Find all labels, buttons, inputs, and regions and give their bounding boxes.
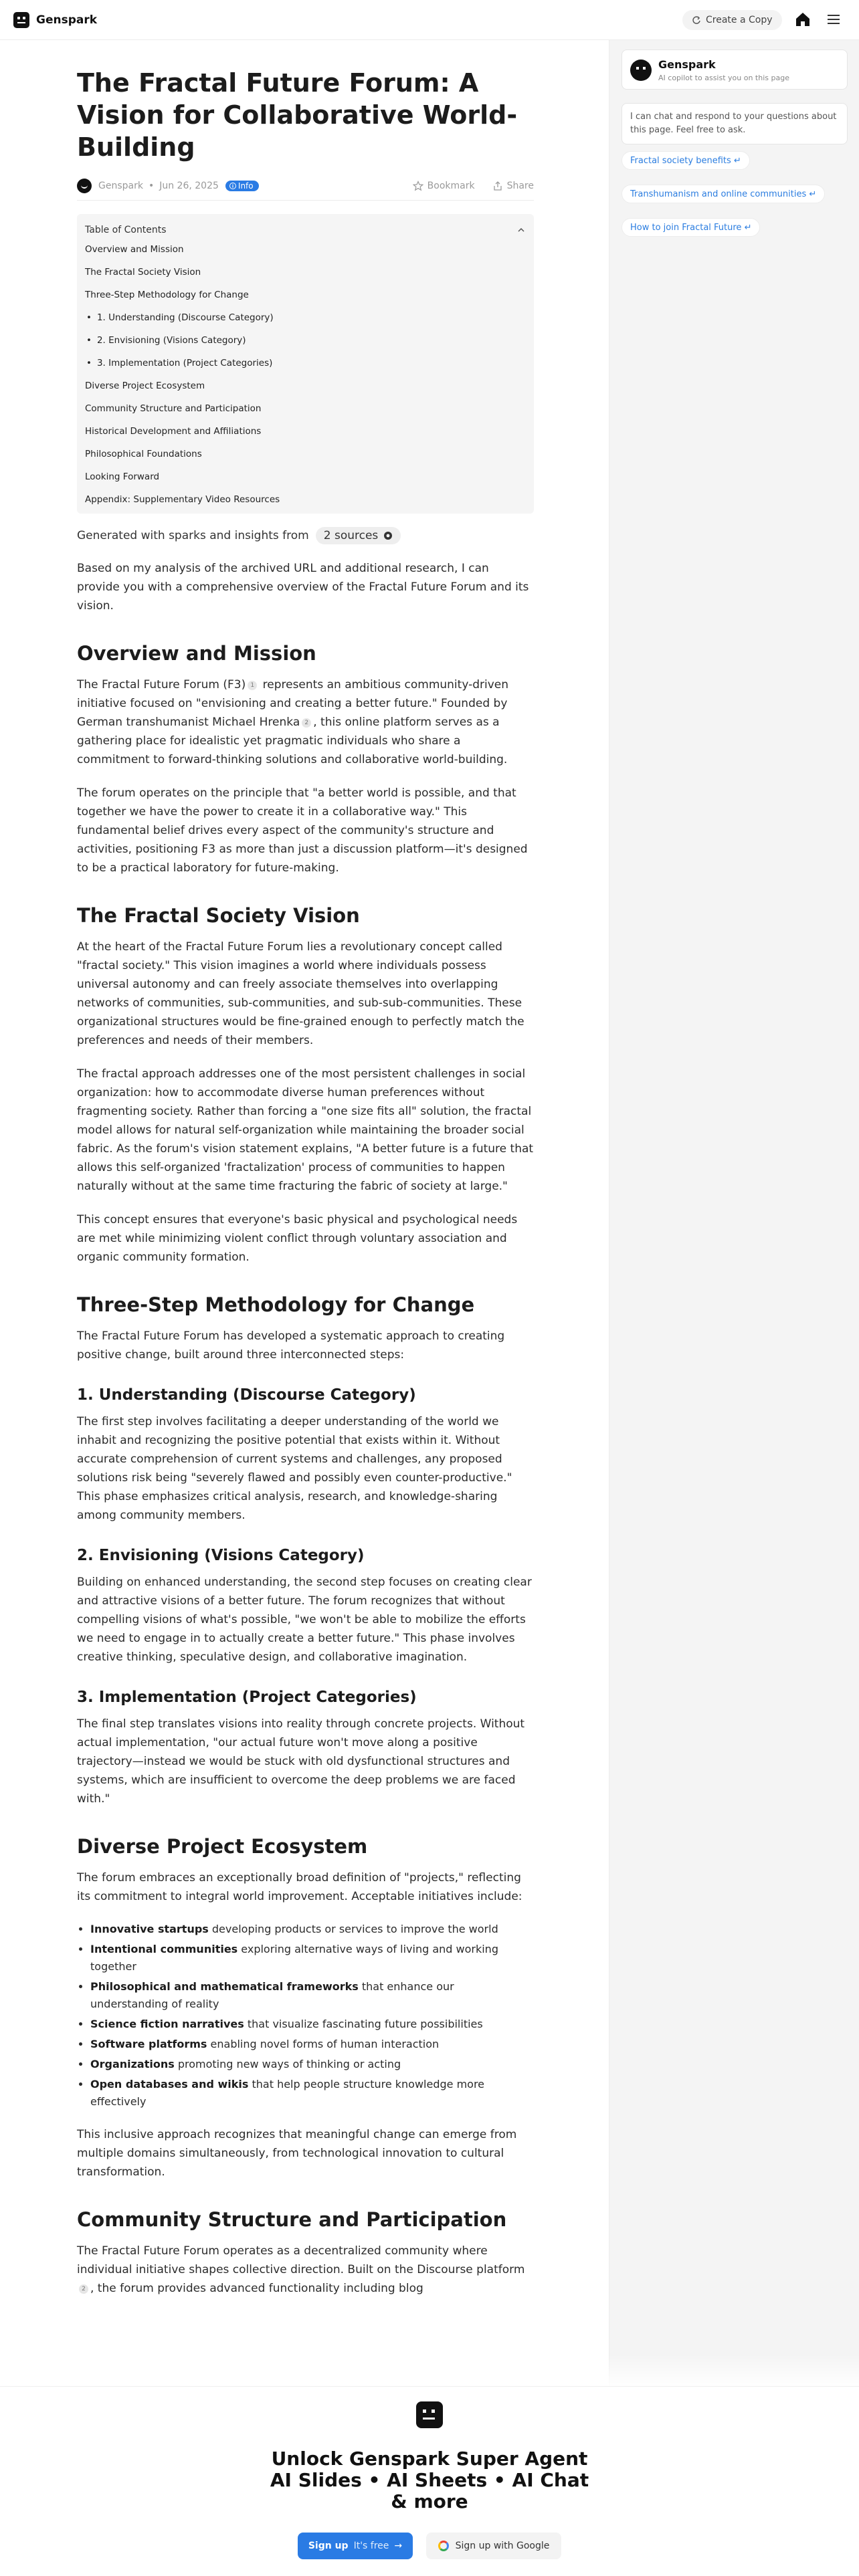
toc-item[interactable]: Looking Forward (85, 471, 160, 482)
citation-marker[interactable]: 1 (248, 681, 257, 690)
signup-button[interactable] (298, 2533, 413, 2559)
toc-item[interactable]: Historical Development and Affiliations (85, 426, 262, 437)
paragraph (77, 675, 534, 769)
google-signup-button[interactable] (426, 2533, 561, 2559)
sources-pill[interactable] (316, 527, 401, 544)
sources-prefix: Generated with sparks and insights from (77, 529, 309, 542)
text-span: The Fractal Future Forum (F3) (77, 678, 246, 691)
toc-item[interactable]: Appendix: Supplementary Video Resources (85, 494, 280, 505)
intro-paragraph: Based on my analysis of the archived URL and additional research, I can provide you with a comprehensive overview of the Fractal Future Forum and its vision. (77, 562, 529, 613)
table-of-contents (77, 214, 534, 514)
publish-date: Jun 26, 2025 (159, 180, 219, 191)
toc-item[interactable]: Diverse Project Ecosystem (85, 381, 205, 391)
list-item (90, 1921, 534, 1938)
list-item (90, 2076, 534, 2111)
paragraph: The forum operates on the principle that "a better world is possible, and that together we have the power to create it in a collaborative way." This fundamental belief drives every aspect of the community's structure and activities, positioning F3 as more than just a discussion platform—it's designed to be a practical laboratory for future-making. (77, 786, 528, 875)
sources-line (77, 527, 534, 544)
brand[interactable] (13, 12, 97, 28)
text-span: represents an ambitious community-driven initiative focused on "envisioning and creating a better future." Founded by German transhumanist Michael Hrenka (77, 678, 509, 729)
list-item-text: exploring alternative ways of living and working together (90, 1943, 498, 1973)
paragraph: The first step involves facilitating a deeper understanding of the world we inhabit and recognizing the positive potential that exists within it. Without accurate comprehension of current systems and challenges, any proposed solutions risk being "severely flawed and possibly even counter-productive." This phase emphasizes critical analysis, research, and knowledge-sharing among community members. (77, 1415, 512, 1522)
paragraph: Building on enhanced understanding, the second step focuses on creating clear and attractive visions of a better future. The forum recognizes that without compelling visions of what's possible, "we won't be able to mobilize the efforts we need to engage in to actually create a better future." This phase involves creative thinking, speculative design, and collaborative imagination. (77, 1576, 532, 1664)
suggestion-label: Fractal society benefits (630, 156, 731, 166)
toc-item[interactable]: • 3. Implementation (Project Categories) (85, 352, 526, 374)
list-item (90, 1941, 534, 1975)
suggestion-chip[interactable] (622, 185, 825, 203)
paragraph (77, 2242, 534, 2298)
list-item-term: Intentional communities (90, 1943, 238, 1955)
star-icon (413, 181, 423, 191)
list-item-text: promoting new ways of thinking or acting (174, 2058, 401, 2070)
section-heading-projects: Diverse Project Ecosystem (77, 1835, 368, 1858)
toc-header[interactable] (85, 222, 526, 238)
signup-free-label: It's free (353, 2541, 389, 2551)
share-button[interactable] (492, 181, 534, 191)
list-item-term: Innovative startups (90, 1923, 209, 1935)
list-item-text: developing products or services to improve the world (208, 1923, 498, 1935)
section-heading-community: Community Structure and Participation (77, 2208, 507, 2231)
share-label: Share (506, 180, 534, 191)
list-item-text: that visualize fascinating future possibilities (244, 2018, 483, 2030)
list-item-text: that enhance our understanding of reality (90, 1980, 454, 2010)
toc-title: Table of Contents (85, 225, 167, 235)
signup-overlay (0, 2386, 859, 2576)
bookmark-label: Bookmark (427, 180, 475, 191)
agent-name: Genspark (658, 58, 716, 71)
suggestion-chip[interactable] (622, 151, 750, 170)
menu-icon[interactable] (826, 12, 841, 27)
create-copy-label: Create a Copy (706, 15, 773, 25)
agent-message: I can chat and respond to your questions about this page. Feel free to ask. (622, 103, 848, 144)
subheading-understanding: 1. Understanding (Discourse Category) (77, 1386, 416, 1404)
enter-icon: ↵ (744, 223, 752, 233)
enter-icon: ↵ (733, 156, 741, 166)
cta-title: Unlock Genspark Super Agent AI Slides • AI Sheets • AI Chat & more (270, 2448, 589, 2512)
toc-item[interactable]: Three-Step Methodology for Change (85, 290, 249, 300)
paragraph: The fractal approach addresses one of the most persistent challenges in social organization: how to accommodate diverse human preferences without fragmenting society. Rather than forcing a "one size fits all" solution, the fractal model allows for natural self-organization while maintaining the broader social fabric. As the forum's vision statement explains, "A better future is a future that allows this self-organized 'fractalization' process of communities to happen naturally without at the same time fracturing the fabric of society at large." (77, 1067, 534, 1193)
copilot-panel (609, 40, 859, 2576)
brand-name: Genspark (36, 13, 98, 27)
toc-item[interactable]: • 2. Envisioning (Visions Category) (85, 329, 526, 352)
list-item-term: Organizations (90, 2058, 175, 2070)
create-copy-button[interactable] (682, 10, 782, 30)
list-item (90, 2036, 534, 2053)
chevron-up-icon[interactable] (516, 225, 526, 235)
arrow-right-icon: → (394, 2541, 403, 2551)
subheading-implementation: 3. Implementation (Project Categories) (77, 1689, 417, 1706)
author-avatar (77, 179, 92, 193)
signup-label: Sign up (308, 2541, 349, 2551)
subheading-envisioning: 2. Envisioning (Visions Category) (77, 1547, 365, 1564)
project-list (77, 1921, 534, 2111)
toc-item[interactable]: • 1. Understanding (Discourse Category) (85, 306, 526, 329)
page-title: The Fractal Future Forum: A Vision for Collaborative World-Building (77, 68, 518, 162)
home-icon[interactable] (794, 11, 812, 28)
list-item-term: Software platforms (90, 2038, 207, 2050)
article-meta (77, 179, 534, 201)
list-item (90, 1978, 534, 2013)
google-signup-label: Sign up with Google (455, 2541, 550, 2551)
info-icon (229, 183, 236, 189)
copy-refresh-icon (692, 15, 701, 25)
text-span: , the forum provides advanced functionality including blog (90, 2282, 423, 2295)
list-item (90, 2056, 534, 2073)
section-heading-methodology: Three-Step Methodology for Change (77, 1293, 475, 1316)
text-span: The Fractal Future Forum operates as a decentralized community where individual initiative shapes collective direction. Built on the Discourse platform (77, 2244, 525, 2276)
text-span: , this online platform serves as a gathering place for idealistic yet pragmatic individuals who share a commitment to forward-thinking solutions and collaborative world-building. (77, 716, 508, 766)
citation-marker[interactable]: 2 (302, 718, 311, 728)
author-name: Genspark (98, 180, 143, 191)
enter-icon: ↵ (809, 189, 817, 199)
list-item-text: enabling novel forms of human interaction (207, 2038, 440, 2050)
suggestion-chip[interactable] (622, 218, 760, 237)
article (77, 40, 534, 2313)
suggestion-label: How to join Fractal Future (630, 223, 742, 233)
suggestion-label: Transhumanism and online communities (630, 189, 807, 199)
google-icon (438, 2541, 449, 2551)
meta-separator: • (148, 180, 155, 191)
sources-count: 2 sources (323, 529, 379, 542)
paragraph: At the heart of the Fractal Future Forum lies a revolutionary concept called "fractal society." This vision imagines a world where individuals possess universal autonomy and can freely associate themselves into overlapping networks of communities, sub-communities, and sub-sub-communities. These organizational structures would be fine-grained enough to perfectly match the preferences and needs of their members. (77, 940, 524, 1047)
paragraph: The Fractal Future Forum has developed a systematic approach to creating positive change, built around three interconnected steps: (77, 1329, 505, 1362)
paragraph: This inclusive approach recognizes that meaningful change can emerge from multiple domains simultaneously, from technological innovation to cultural transformation. (77, 2128, 517, 2179)
list-item-term: Science fiction narratives (90, 2018, 244, 2030)
paragraph: The forum embraces an exceptionally broad definition of "projects," reflecting its commitment to integral world improvement. Acceptable initiatives include: (77, 1871, 522, 1903)
sources-icon (383, 531, 393, 540)
section-heading-overview: Overview and Mission (77, 642, 316, 665)
agent-card (622, 49, 848, 90)
list-item (90, 2016, 534, 2033)
toc-item[interactable]: The Fractal Society Vision (85, 267, 201, 278)
info-badge-label: Info (237, 181, 254, 191)
share-icon (492, 181, 503, 191)
genspark-logo-icon (416, 2401, 443, 2428)
fade-overlay (0, 2354, 859, 2387)
paragraph: This concept ensures that everyone's basic physical and psychological needs are met while minimizing violent conflict through voluntary association and organic community formation. (77, 1213, 518, 1264)
top-bar (0, 0, 859, 40)
agent-logo-icon (630, 60, 652, 81)
paragraph: The final step translates visions into reality through concrete projects. Without actual implementation, "our actual future won't move along a positive trajectory—instead we would be stuck with old dysfunctional structures and systems, which are insufficient to overcome the deep problems we are faced with." (77, 1717, 525, 1806)
section-heading-fractal-society: The Fractal Society Vision (77, 904, 360, 927)
agent-subtitle: AI copilot to assist you on this page (658, 74, 789, 82)
citation-marker[interactable]: 2 (79, 2284, 88, 2294)
bookmark-button[interactable] (413, 181, 475, 191)
toc-item[interactable]: Overview and Mission (85, 244, 184, 255)
toc-item[interactable]: Philosophical Foundations (85, 449, 202, 459)
toc-item[interactable]: Community Structure and Participation (85, 403, 262, 414)
list-item-term: Open databases and wikis (90, 2078, 249, 2090)
info-badge[interactable] (225, 181, 259, 191)
genspark-logo-icon (13, 12, 29, 28)
list-item-term: Philosophical and mathematical frameworks (90, 1980, 359, 1993)
list-item-text: that help people structure knowledge more effectively (90, 2078, 485, 2108)
